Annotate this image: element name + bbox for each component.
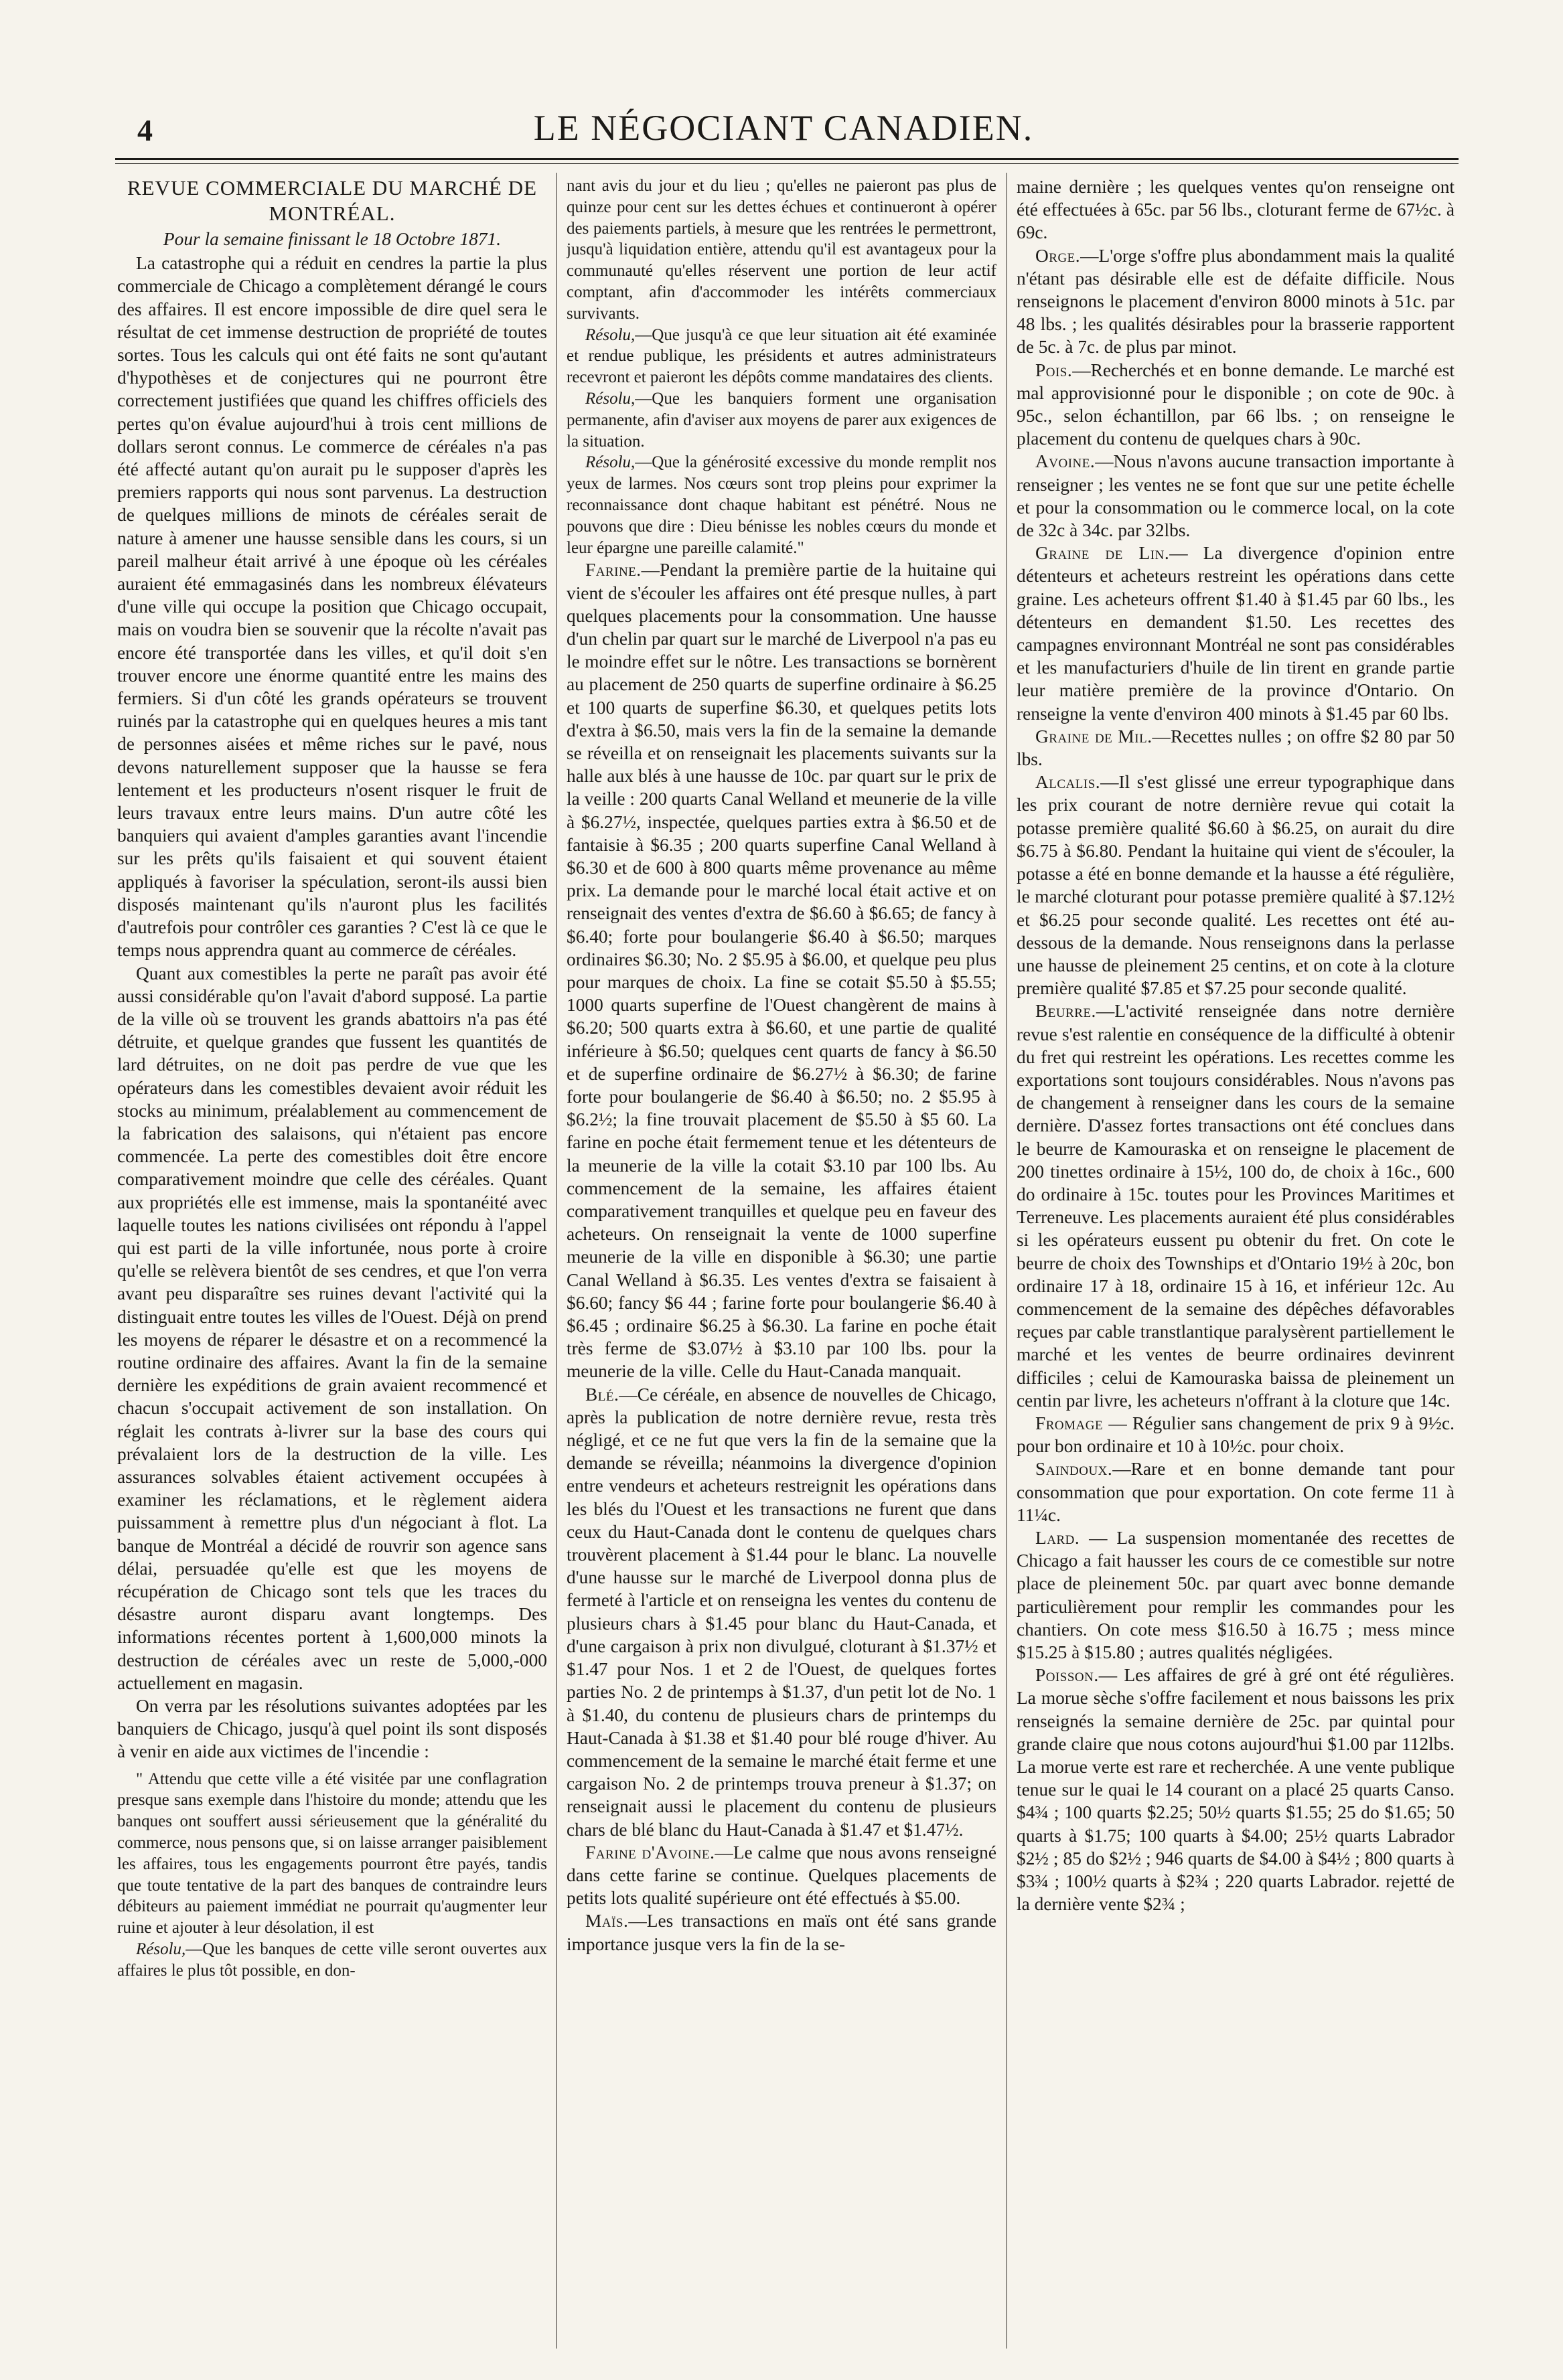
section-saindoux-label: Saindoux. <box>1035 1459 1113 1480</box>
column-3 <box>1017 175 1455 2351</box>
section-orge <box>1017 244 1455 359</box>
masthead-rule-thin <box>115 163 1459 164</box>
paragraph-comestibles: Quant aux comestibles la perte ne paraît pas avoir été aussi considérable qu'on l'avait d'abord supposé. La partie de la ville où se trouvent les grands abattoirs n'a pas été détruite, et quelque grandes que fussent les quantités de lard détruites, on ne doit pas perdre de vue que les opérateurs dans les comestibles devaient avoir réduit les stocks au minimum, préalablement au commencement de la fabrication des salaisons, qui n'étaient pas encore commencée. La perte des comestibles doit être encore comparativement moindre que celle des céréales. Quant aux propriétés elle est immense, mais la spontanéité avec laquelle toutes les nations civilisées ont répondu à l'appel qui est parti de la ville infortunée, nous porte à croire qu'elle se relèvera bientôt de ses cendres, et que l'on verra avant peu disparaître ses ruines devant l'activité qui la distinguait entre toutes les villes de l'Ouest. Déjà on prend les moyens de réparer le désastre et on a recommencé la routine ordinaire des affaires. Avant la fin de la semaine dernière les expéditions de grain avaient recommencé et chacun s'occupait activement de son installation. On réglait les contrats à-livrer sur la base des cours qui prévalaient lors de la destruction de la ville. Les assurances solvables étaient activement occupées à examiner les réclamations, et le règlement aidera puissamment à remettre plus d'un négociant à flot. La banque de Montréal a décidé de rouvrir son agence sans délai, persuadée qu'elle est que les moyens de récupération de Chicago sont tels que les traces du désastre auront disparu avant longtemps. Des informations récentes portent à 1,600,000 minots la destruction de céréales avec un reste de 5,000,-000 actuellement en magasin. <box>117 963 547 1693</box>
paragraph-resolutions-intro: On verra par les résolutions suivantes adoptées par les banquiers de Chicago, jusqu'à quel point ils sont disposés à venir en aide aux victimes de l'incendie : <box>117 1696 547 1762</box>
resolution-3-text: —Que les banquiers forment une organisation permanente, afin d'aviser aux moyens de parer aux exigences de la situation. <box>567 389 996 451</box>
section-farine-avoine-text: —Le calme que nous avons renseigné dans cette farine se continue. Quelques placements de petits lots qualité supérieure ont été effectués à $5.00. <box>567 1842 996 1909</box>
section-ble <box>567 1383 996 1841</box>
quote-lead: " Attendu que cette ville a été visitée par une conflagration presque sans exemple dans l'histoire du monde; attendu que les banques ont souffert aussi sérieusement que la généralité du commerce, nous pensons que, si on laisse arranger paisiblement les affaires, tous les engagements pourront être payés, tandis que toute tentative de la part des banques de contraindre leurs débiteurs au paiement immédiat ne pourrait qu'augmenter leur ruine et ajouter à leur désolation, il est <box>117 1769 547 1937</box>
section-graine-mil-text: —Recettes nulles ; on offre $2 80 par 50 lbs. <box>1017 726 1455 770</box>
resolution-1-label: Résolu, <box>136 1939 186 1958</box>
section-alcalis-text: —Il s'est glissé une erreur typographique dans les prix courant de notre dernière revue qui cotait la potasse première qualité $6.60 à $6.25, on aurait du dire $6.75 à $6.80. Pendant la huitaine qui vient de s'écouler, la potasse a été en bonne demande et la hausse a été régulière, le marché cloturant pour potasse première qualité à $7.12½ et $6.25 pour seconde qualité. Les recettes ont été au-dessous de la demande. Nous renseignons dans la perlasse une hausse de pleinement 25 centins, et on cote à la cloture première qualité $7.85 et $7.25 pour seconde qualité. <box>1017 772 1455 999</box>
section-poisson-text: — Les affaires de gré à gré ont été régulières. La morue sèche s'offre facilement et nous baissons les prix renseignés la semaine dernière de 25c. par quintal pour grande claire que nous cotons aujourd'hui $1.00 par 112lbs. La morue verte est rare et recherchée. A une vente publique tenue sur le quai le 14 courant on a placé 25 quarts Canso. $4¾ ; 100 quarts $2.25; 50½ quarts $1.55; 25 do $1.65; 50 quarts à $1.75; 100 quarts à $4.00; 25½ quarts Labrador $2½ ; 85 do $2½ ; 946 quarts de $4.00 à $4½ ; 800 quarts à $3¾ ; 100½ quarts à $2¾ ; 220 quarts Labrador. rejetté de la dernière vente $2¾ ; <box>1017 1665 1455 1915</box>
resolution-4-label: Résolu, <box>585 453 636 472</box>
column-2 <box>567 175 996 2351</box>
resolution-3 <box>567 388 996 452</box>
article-subheading: Pour la semaine finissant le 18 Octobre 1871. <box>163 229 502 249</box>
section-poisson-label: Poisson. <box>1035 1665 1099 1686</box>
section-lard-label: Lard. <box>1035 1527 1080 1548</box>
section-farine-text: —Pendant la première partie de la huitaine qui vient de s'écouler les affaires ont été presque nulles, à part quelques placements pour la consommation. Une hausse d'un chelin par quart sur le marché de Liverpool n'a pas eu le moindre effet sur le nôtre. Les transactions se bornèrent au placement de 250 quarts de superfine ordinaire à $6.25 et 100 quarts de superfine $6.30, et quelques petits lots d'extra à $6.50, mais vers la fin de la semaine la demande se réveilla et on renseignait les placements suivants sur la halle aux blés à une hausse de 10c. par quart sur le prix de la veille : 200 quarts Canal Welland et meunerie de la ville à $6.27½, inspectée, quelques parties extra à $6.50 et de fantaisie à $6.35 ; 200 quarts superfine Canal Welland à $6.30 et de 600 à 800 quarts même provenance au même prix. La demande pour le marché local était active et on renseignait des ventes d'extra de $6.60 à $6.65; de fancy à $6.40; forte pour boulangerie $6.40 à $6.50; marques ordinaires $6.30; No. 2 $5.95 à $6.00, et quelque peu plus pour marques de choix. La fine se cotait $5.50 à $5.55; 1000 quarts superfine de l'Ouest changèrent de mains à $6.20; 500 quarts extra à $6.60, et une partie de qualité inférieure à $6.50; quelques cent quarts de fancy à $6.50 et de superfine ordinaire de $6.27½ à $6.30; de farine forte pour boulangerie de $6.40 à $6.50; no. 2 $5.95 à $6.2½; la fine trouvait placement de $5.50 à $5 60. La farine en poche était fermement tenue et les détenteurs de la meunerie de la ville la cotait $3.10 par 100 lbs. Au commencement de la semaine, les affaires étaient comparativement tranquilles et quelque peu en faveur des acheteurs. On renseignait la vente de 1000 superfine meunerie de la ville en disponible à $6.30; une partie Canal Welland à $6.35. Les ventes d'extra se faisaient à $6.60; fancy $6 44 ; farine forte pour boulangerie $6.40 à $6.45 ; ordinaire $6.25 à $6.30. La farine en poche était très ferme de $3.07½ à $3.10 par 100 lbs. pour la meunerie de la ville. Celle du Haut-Canada manquait. <box>567 560 996 1382</box>
section-poisson <box>1017 1664 1455 1915</box>
section-beurre-text: —L'activité renseignée dans notre dernière revue s'est ralentie en conséquence de la difficulté à obtenir du fret qui restreint les opérations. Les recettes comme les exportations sont toujours considérables. Nous n'avons pas de changement à renseigner dans les cours de la semaine dernière. D'assez fortes transactions ont été conclues dans le beurre de Kamouraska et on renseigne le placement de 200 tinettes ordinaire à 15½, 100 do, de choix à 16c., 600 do ordinaire à 15c. toutes pour les Provinces Maritimes et Terreneuve. Les placements auraient été plus considérables si les opérateurs eussent pu obtenir du fret. On cote le beurre de choix des Townships et d'Ontario 19½ à 20c, bon ordinaire 17 à 18, ordinaire 15 à 16, et inférieur 12c. Au commencement de la semaine des dépêches défavorables reçues par cable transtlantique paralysèrent partiellement le marché et les ventes de beurre ordinaires devinrent difficiles ; celui de Kamouraska baissa de pleinement un centin par livre, les acheteurs n'offrant à la cloture que 14c. <box>1017 1001 1455 1411</box>
section-ble-label: Blé. <box>585 1384 619 1405</box>
resolution-4 <box>567 452 996 558</box>
column-separator-1 <box>556 173 557 2349</box>
section-saindoux-text: —Rare et en bonne demande tant pour consommation que pour exportation. On cote ferme 11 à 11¼c. <box>1017 1459 1455 1525</box>
resolution-2-text: —Que jusqu'à ce que leur situation ait été examinée et rendue publique, les présidents et autres administrateurs recevront et paieront les dépôts comme mandataires des clients. <box>567 325 996 387</box>
section-avoine-text: —Nous n'avons aucune transaction importante à renseigner ; les ventes ne se font que sur une petite échelle et pour la consommation ou le commerce local, on la cote de 32c à 34c. par 32lbs. <box>1017 451 1455 541</box>
masthead-rule-thick <box>115 158 1459 160</box>
section-farine-label: Farine. <box>585 560 642 580</box>
section-farine-avoine-label: Farine d'Avoine. <box>585 1842 715 1862</box>
section-pois-label: Pois. <box>1035 360 1073 380</box>
section-lard-text: — La suspension momentanée des recettes de Chicago a fait hausser les cours de ce comestible sur notre place de pleinement 50c. par quart avec bonne demande particulièrement pour remplir les commandes pour les chantiers. On cote mess $16.50 à 16.75 ; mess mince $15.25 à $15.80 ; autres qualités négligées. <box>1017 1527 1455 1662</box>
article-heading: REVUE COMMERCIALE DU MARCHÉ DE MONTRÉAL. <box>127 176 538 225</box>
section-graine-mil-label: Graine de Mil. <box>1035 726 1152 746</box>
resolution-1-text: —Que les banques de cette ville seront ouvertes aux affaires le plus tôt possible, en don- <box>117 1939 547 1980</box>
section-alcalis <box>1017 771 1455 1000</box>
section-farine <box>567 558 996 1382</box>
section-graine-mil <box>1017 725 1455 771</box>
section-orge-text: —L'orge s'offre plus abondamment mais la qualité n'étant pas désirable elle est de défaite difficile. Nous renseignons le placement d'environ 8000 minots à 51c. par 48 lbs. ; les qualités désirables pour la brasserie rapportent de 5c. à 7c. de plus par minot. <box>1017 245 1455 358</box>
section-fromage <box>1017 1412 1455 1457</box>
resolution-1 <box>117 1939 547 1982</box>
section-ble-text: —Ce céréale, en absence de nouvelles de Chicago, après la publication de notre dernière revue, resta très négligé, et ce ne fut que vers la fin de la semaine que la demande se réveilla; néanmoins la divergence d'opinion entre vendeurs et acheteurs restreignit les opérations dans les blés du l'Ouest et les transactions ne furent que dans ceux du Haut-Canada dont le contenu de quelques chars trouvèrent placement à $1.44 pour le blanc. La nouvelle d'une hausse sur le marché de Liverpool donna plus de fermeté à l'article et on renseigna les ventes du contenu de plusieurs chars à $1.45 pour blanc du Haut-Canada, et d'une cargaison à prix non divulgué, cloturant à $1.37½ et $1.47 pour Nos. 1 et 2 de l'Ouest, de quelques fortes parties No. 2 de printemps à $1.37, d'un petit lot de No. 1 à $1.40, du contenu de plusieurs chars de printemps du Haut-Canada à $1.38 et $1.40 pour blé rouge d'hiver. Au commencement de la semaine le marché était ferme et une cargaison No. 2 de printemps trouva preneur à $1.37; on renseignait aussi le placement du contenu de plusieurs chars de blé blanc du Haut-Canada à $1.47 et $1.47½. <box>567 1384 996 1840</box>
page-number: 4 <box>137 113 153 147</box>
section-saindoux <box>1017 1457 1455 1526</box>
section-pois-text: —Recherchés et en bonne demande. Le marché est mal approvisionné pour le disponible ; on cote de 90c. à 95c., selon échantillon, par 66 lbs. ; on renseigne le placement du contenu de quelques chars à 90c. <box>1017 360 1455 449</box>
section-alcalis-label: Alcalis. <box>1035 772 1101 793</box>
section-avoine-label: Avoine. <box>1035 451 1096 472</box>
resolution-2-label: Résolu, <box>585 325 636 344</box>
section-mais <box>567 1909 996 1955</box>
section-beurre <box>1017 1000 1455 1412</box>
section-fromage-text: — Régulier sans changement de prix 9 à 9½c. pour bon ordinaire et 10 à 10½c. pour choix. <box>1017 1413 1455 1457</box>
masthead-title: LE NÉGOCIANT CANADIEN. <box>533 108 1034 148</box>
resolution-2 <box>567 325 996 388</box>
resolution-4-text: —Que la générosité excessive du monde remplit nos yeux de larmes. Nos cœurs sont trop pleins pour exprimer la reconnaissance dont chaque habitant est pénétré. Nous ne pouvons que dire : Dieu bénisse les nobles cœurs du monde et leur épargne une pareille calamité." <box>567 453 996 557</box>
column-1 <box>117 175 547 2351</box>
section-pois <box>1017 359 1455 451</box>
section-mais-text: —Les transactions en maïs ont été sans grande importance jusque vers la fin de la se- <box>567 1911 996 1954</box>
mais-continuation: maine dernière ; les quelques ventes qu'on renseigne ont été effectuées à 65c. par 56 lbs., cloturant ferme de 67½c. à 69c. <box>1017 177 1455 243</box>
section-graine-lin-label: Graine de Lin. <box>1035 543 1170 564</box>
quote-continuation: nant avis du jour et du lieu ; qu'elles ne paieront pas plus de quinze pour cent sur les dettes échues et continueront à opérer des paiements partiels, à mesure que les rentrées le permettront, jusqu'à liquidation entière, attendu qu'il est avantageux pour la communauté qu'elles réservent une portion de leur actif comptant, afin d'accommoder les intérêts commerciaux survivants. <box>567 177 996 323</box>
section-beurre-label: Beurre. <box>1035 1001 1096 1022</box>
resolution-3-label: Résolu, <box>585 389 636 408</box>
section-graine-lin <box>1017 542 1455 725</box>
paragraph-catastrophe: La catastrophe qui a réduit en cendres la partie la plus commerciale de Chicago a complètement dérangé le cours des affaires. Il est encore impossible de dire quel sera le résultat de cet immense destruction de propriété de toutes sortes. Tous les calculs qui ont été faits ne sont qu'autant d'hypothèses et de conjectures qui ne pourront être correctement justifiées que quand les chiffres officiels des pertes qu'on évalue aujourd'hui à trois cent millions de dollars seront connus. Le commerce de céréales n'a pas été affecté autant qu'on aurait pu le supposer d'après les premiers rapports qui nous sont parvenus. La destruction de quelques millions de minots de céréales serait de nature à amener une hausse sensible dans les cours, si un pareil malheur était arrivé à une époque où les céréales auraient été emmagasinés dans les nombreux élévateurs d'une ville qui occupe la position que Chicago occupait, mais on voudra bien se souvenir que la récolte n'avait pas encore été transportée dans les villes, et qu'il doit s'en trouver encore une énorme quantité entre les mains des fermiers. Si d'un côté les grands opérateurs se trouvent ruinés par la catastrophe qui en quelques heures a mis tant de personnes aisées et même riches sur le pavé, nous devons naturellement supposer que la hausse se fera lentement et les producteurs n'osent risquer le fruit de leurs travaux entre leurs mains. D'un autre côté les banquiers qui avaient d'amples garanties avant l'incendie sur les prêts qu'ils faisaient et qui souvent étaient appliqués à favoriser la spéculation, seront-ils aussi bien disposés maintenant qu'ils n'auront plus les facilités d'autrefois pour contrôler ces garanties ? C'est là ce que le temps nous apprendra quant au commerce de céréales. <box>117 253 547 961</box>
section-fromage-label: Fromage <box>1035 1413 1104 1433</box>
section-graine-lin-text: — La divergence d'opinion entre détenteurs et acheteurs restreint les opérations dans cette graine. Les acheteurs offrent $1.40 à $1.45 par 60 lbs., les détenteurs en demandent $1.50. Les recettes des campagnes environnant Montréal ne sont pas considérables et les manufacturiers d'huile de lin tirent en grande partie leur matière première de la province d'Ontario. On renseigne la vente d'environ 400 minots à $1.45 par 60 lbs. <box>1017 543 1455 724</box>
section-mais-label: Maïs. <box>585 1911 629 1931</box>
section-lard <box>1017 1526 1455 1664</box>
section-orge-label: Orge. <box>1035 245 1081 266</box>
section-avoine <box>1017 450 1455 542</box>
section-farine-avoine <box>567 1841 996 1910</box>
